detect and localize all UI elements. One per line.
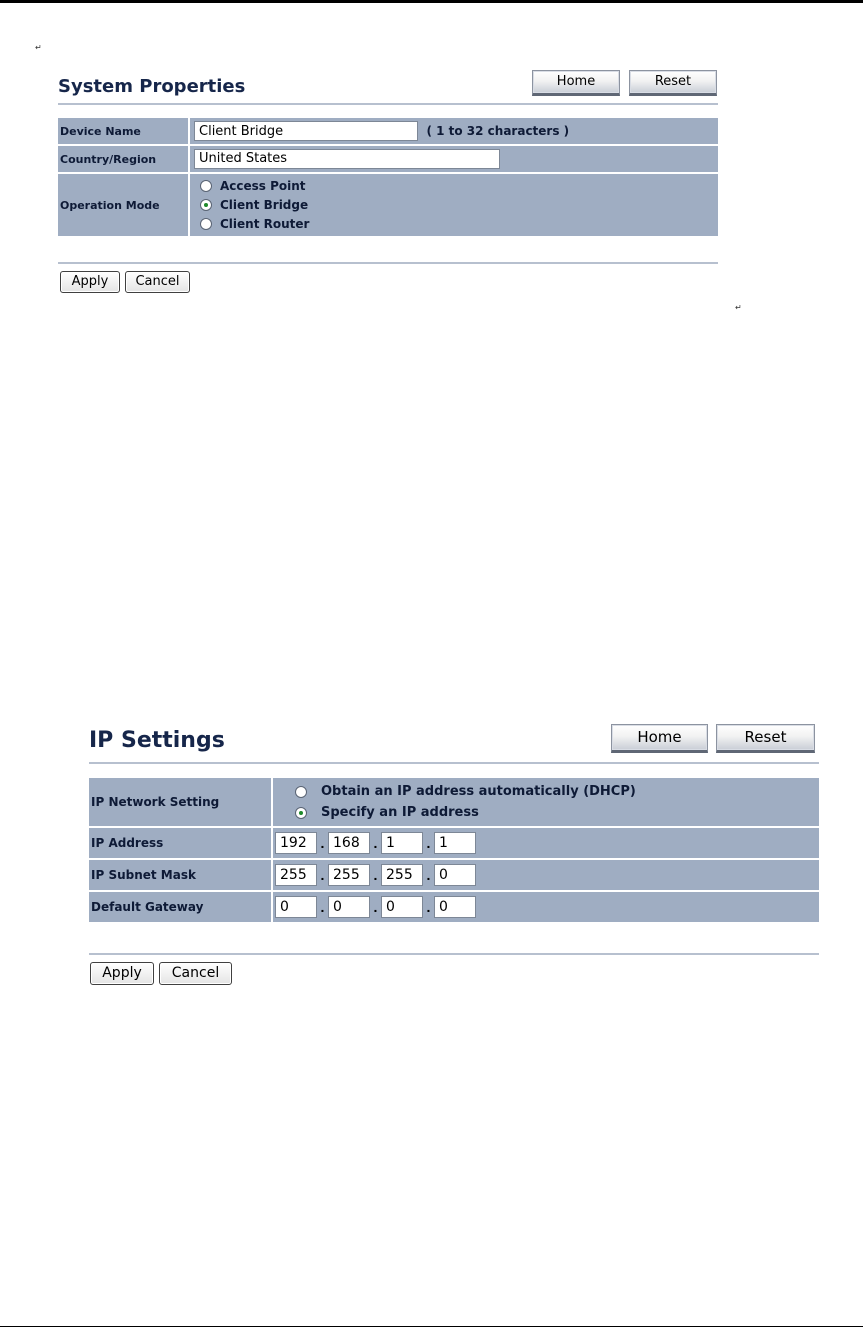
- page-title: System Properties: [58, 76, 246, 97]
- device-name-row: [58, 118, 718, 144]
- ip-network-setting-label: IP Network Setting: [89, 778, 271, 826]
- ip-octet-input[interactable]: 0: [434, 864, 476, 886]
- operation-mode-row: [58, 174, 718, 236]
- title-divider: [89, 762, 819, 764]
- system-properties-panel: [58, 68, 720, 298]
- operation-mode-option-client-router[interactable]: [200, 215, 718, 234]
- radio-unselected-icon[interactable]: [295, 786, 307, 798]
- operation-mode-option-access-point[interactable]: [200, 177, 718, 196]
- option-label: Client Bridge: [220, 198, 309, 212]
- network-option-dhcp[interactable]: [295, 781, 819, 802]
- apply-button[interactable]: Apply: [90, 962, 154, 985]
- option-label: Access Point: [220, 179, 306, 193]
- cancel-button[interactable]: Cancel: [125, 271, 190, 293]
- ip-octet-input[interactable]: 192: [275, 832, 317, 854]
- country-region-row: [58, 146, 718, 172]
- paragraph-mark-icon: ↵: [35, 43, 42, 52]
- radio-selected-icon[interactable]: [200, 199, 212, 211]
- country-region-label: Country/Region: [58, 146, 188, 172]
- ip-address-input: 192 . 168 . 1 . 1: [275, 832, 819, 854]
- ip-subnet-mask-row: [89, 860, 819, 890]
- ip-address-row: [89, 828, 819, 858]
- ip-octet-input[interactable]: 0: [275, 896, 317, 918]
- ip-settings-panel: [89, 722, 821, 992]
- radio-unselected-icon[interactable]: [200, 218, 212, 230]
- operation-mode-option-client-bridge[interactable]: [200, 196, 718, 215]
- ip-octet-input[interactable]: 168: [328, 832, 370, 854]
- page-bottom-rule: [0, 1326, 863, 1327]
- ip-octet-input[interactable]: 0: [381, 896, 423, 918]
- ip-settings-form: [89, 776, 819, 924]
- default-gateway-input: 0 . 0 . 0 . 0: [275, 896, 819, 918]
- ip-octet-input[interactable]: 1: [434, 832, 476, 854]
- option-label: Client Router: [220, 217, 310, 231]
- ip-octet-input[interactable]: 255: [381, 864, 423, 886]
- paragraph-mark-icon: ↵: [735, 303, 742, 312]
- reset-button[interactable]: Reset: [629, 70, 717, 96]
- ip-octet-input[interactable]: 255: [328, 864, 370, 886]
- ip-octet-input[interactable]: 255: [275, 864, 317, 886]
- ip-address-label: IP Address: [89, 828, 271, 858]
- system-properties-form: [58, 116, 718, 238]
- ip-octet-input[interactable]: 0: [328, 896, 370, 918]
- radio-unselected-icon[interactable]: [200, 180, 212, 192]
- page-title: IP Settings: [89, 728, 225, 753]
- operation-mode-label: Operation Mode: [58, 174, 188, 236]
- default-gateway-label: Default Gateway: [89, 892, 271, 922]
- device-name-input[interactable]: [194, 121, 418, 141]
- device-name-hint: ( 1 to 32 characters ): [426, 124, 570, 139]
- home-button[interactable]: Home: [532, 70, 620, 96]
- ip-octet-input[interactable]: 0: [434, 896, 476, 918]
- apply-button[interactable]: Apply: [60, 271, 120, 293]
- option-label: Obtain an IP address automatically (DHCP): [321, 784, 636, 799]
- device-name-label: Device Name: [58, 118, 188, 144]
- home-button[interactable]: Home: [611, 724, 708, 753]
- page-top-rule: [0, 0, 863, 3]
- radio-selected-icon[interactable]: [295, 807, 307, 819]
- cancel-button[interactable]: Cancel: [159, 962, 232, 985]
- ip-subnet-mask-label: IP Subnet Mask: [89, 860, 271, 890]
- subnet-mask-input: 255 . 255 . 255 . 0: [275, 864, 819, 886]
- title-divider: [58, 103, 718, 105]
- default-gateway-row: [89, 892, 819, 922]
- reset-button[interactable]: Reset: [716, 724, 815, 753]
- form-divider: [58, 262, 718, 264]
- network-option-static[interactable]: [295, 802, 819, 823]
- country-region-select[interactable]: United States: [194, 149, 500, 169]
- option-label: Specify an IP address: [321, 805, 479, 820]
- form-divider: [89, 953, 819, 955]
- ip-network-setting-row: [89, 778, 819, 826]
- ip-octet-input[interactable]: 1: [381, 832, 423, 854]
